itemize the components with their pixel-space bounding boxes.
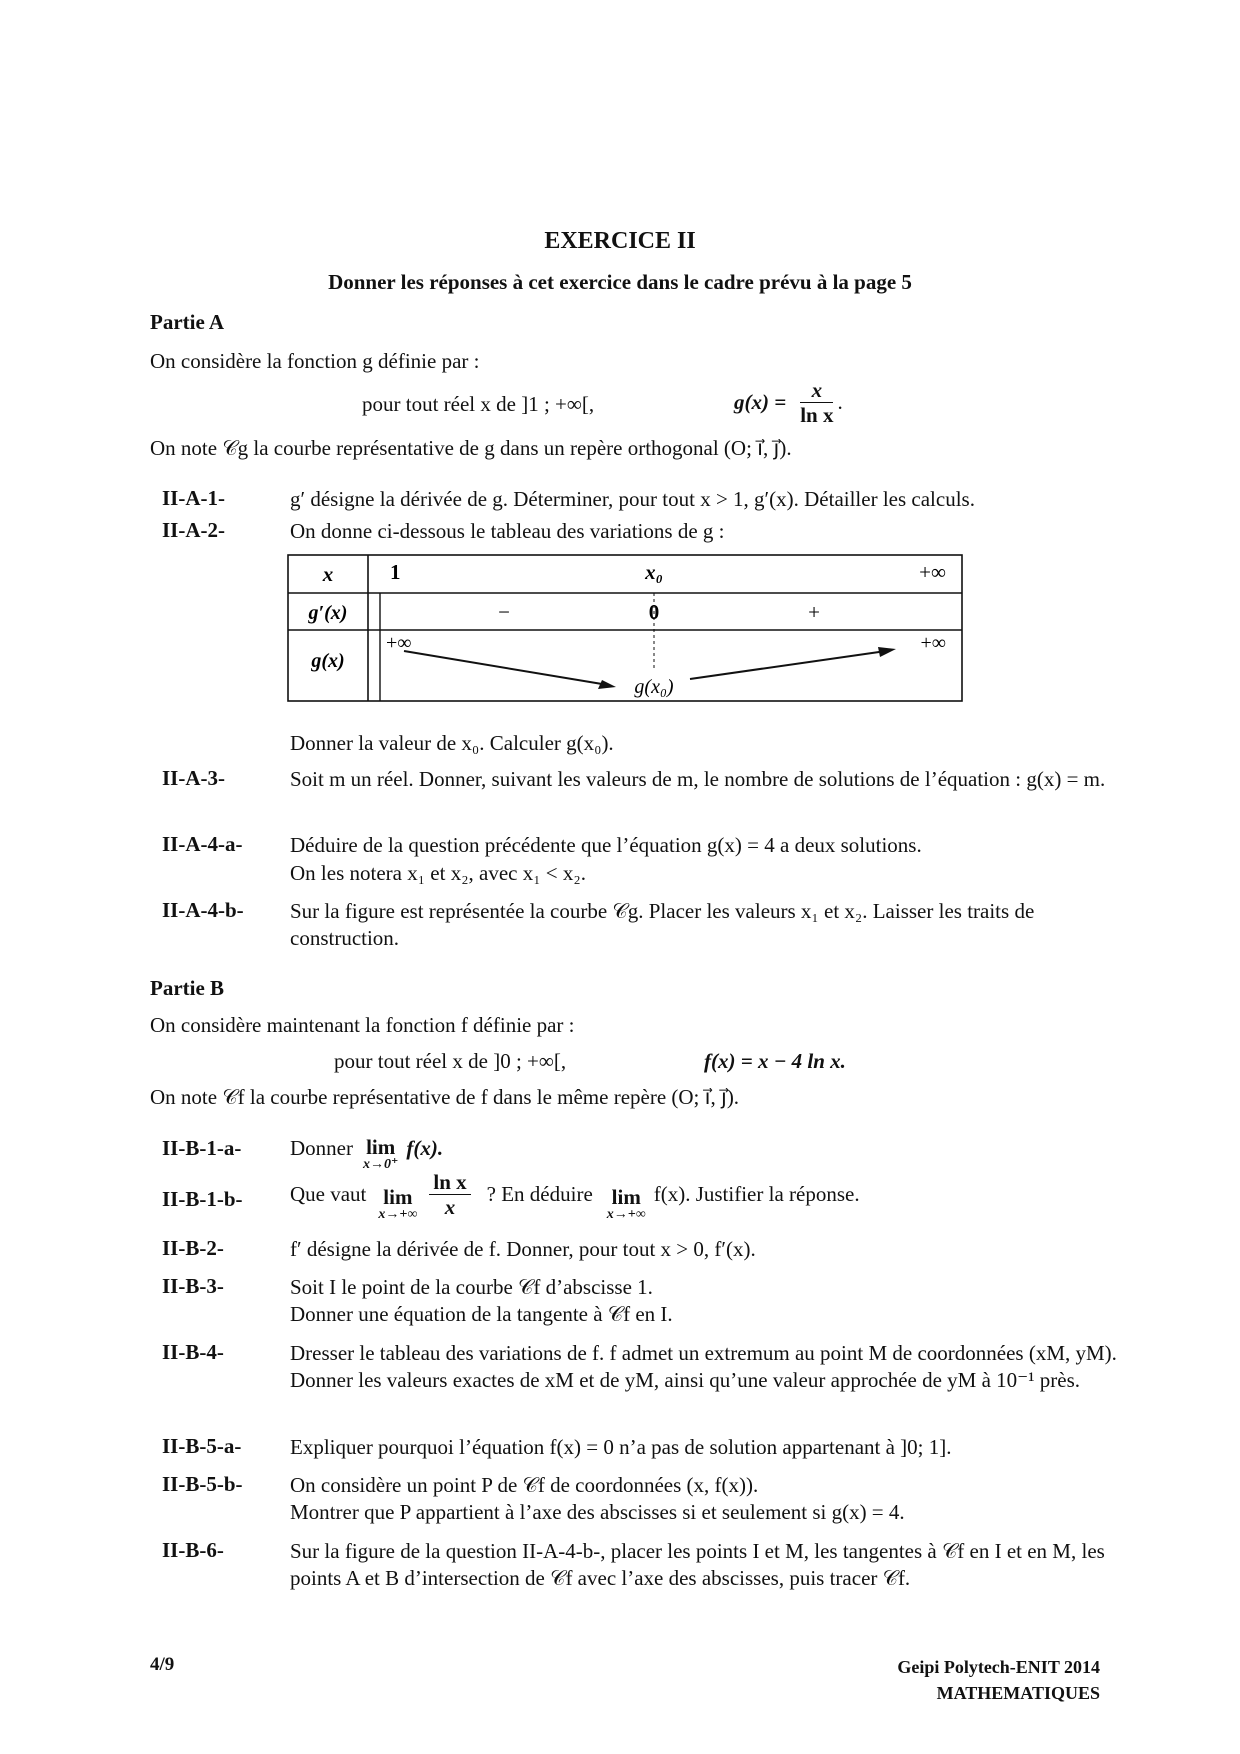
question-text-b4: Dresser le tableau des variations de f. f admet un extremum au point M de coordonnées (xM, yM). Donner les valeurs exactes de xM et de yM, ainsi qu’une valeur approchée de yM à 10⁻¹ près. bbox=[290, 1341, 1117, 1392]
table-row-x: x bbox=[322, 562, 334, 586]
question-text-b1b bbox=[290, 1158, 860, 1230]
question-label-b2: II-B-2- bbox=[162, 1236, 224, 1260]
variation-table-g bbox=[286, 553, 966, 703]
b1b-limit-2 bbox=[607, 1186, 646, 1222]
table-sign-zero: 0 bbox=[648, 600, 660, 624]
question-text-b5a: Expliquer pourquoi l’équation f(x) = 0 n’a pas de solution appartenant à ]0; 1]. bbox=[290, 1435, 952, 1459]
part-a-intro: On considère la fonction g définie par : bbox=[150, 349, 480, 373]
table-row-g: g(x) bbox=[311, 650, 345, 672]
question-label-b5b: II-B-5-b- bbox=[162, 1472, 243, 1496]
question-label-a2: II-A-2- bbox=[162, 518, 225, 542]
b1b-mid: ? En déduire bbox=[486, 1181, 593, 1206]
part-a-def-denominator: ln x bbox=[800, 403, 834, 427]
b1b-pre: Que vaut bbox=[290, 1181, 367, 1206]
part-a-def-domain: pour tout réel x de ]1 ; +∞[, bbox=[362, 392, 595, 416]
table-x-end: +∞ bbox=[919, 560, 946, 584]
question-label-a4a: II-A-4-a- bbox=[162, 832, 243, 856]
question-text-a3: Soit m un réel. Donner, suivant les valeurs de m, le nombre de solutions de l’équation : g(x) = m. bbox=[290, 767, 1106, 791]
question-text-a4b: Sur la figure est représentée la courbe 𝒞g. Placer les valeurs x₁ et x₂. Laisser les traits de construction. bbox=[290, 899, 1035, 950]
question-text-a1: g′ désigne la dérivée de g. Déterminer, pour tout x > 1, g′(x). Détailler les calculs. bbox=[290, 487, 975, 511]
question-text-b6: Sur la figure de la question II-A-4-b-, placer les points I et M, les tangentes à 𝒞f en I et en M, les points A et B d’intersection de 𝒞f avec l’axe des abscisses, puis tracer 𝒞f. bbox=[290, 1539, 1105, 1590]
question-text-a4a: Déduire de la question précédente que l’équation g(x) = 4 a deux solutions. bbox=[290, 833, 922, 857]
table-g-mid: g(x₀) bbox=[634, 676, 674, 698]
table-sign-left: − bbox=[498, 600, 510, 624]
exercise-title: EXERCICE II bbox=[544, 228, 696, 254]
footer-subject: MATHEMATIQUES bbox=[936, 1683, 1100, 1703]
part-b-heading: Partie B bbox=[150, 976, 225, 1000]
question-text-b3: Soit I le point de la courbe 𝒞f d’abscisse 1. bbox=[290, 1275, 653, 1299]
arrow-decreasing-head bbox=[598, 680, 616, 689]
question-text-b3-line2: Donner une équation de la tangente à 𝒞f en I. bbox=[290, 1302, 673, 1326]
b1b-lim-word: lim bbox=[383, 1185, 413, 1209]
arrow-increasing-head bbox=[878, 647, 896, 657]
b1b-limit bbox=[378, 1186, 417, 1222]
b1a-pre: Donner bbox=[290, 1136, 353, 1160]
exercise-subtitle: Donner les réponses à cet exercice dans le cadre prévu à la page 5 bbox=[328, 270, 912, 294]
question-label-b3: II-B-3- bbox=[162, 1274, 224, 1298]
table-row-deriv: g′(x) bbox=[308, 602, 348, 624]
footer-exam: Geipi Polytech-ENIT 2014 bbox=[897, 1657, 1100, 1677]
question-label-b4: II-B-4- bbox=[162, 1340, 224, 1364]
part-a-def-formula: g(x) = $\frac{x}{\text{ln x}}$ . bbox=[734, 378, 843, 427]
question-label-b1b: II-B-1-b- bbox=[162, 1187, 243, 1211]
table-x-start: 1 bbox=[390, 560, 401, 584]
question-label-a1: II-A-1- bbox=[162, 486, 225, 510]
question-label-a3: II-A-3- bbox=[162, 766, 225, 790]
question-label-b5a: II-B-5-a- bbox=[162, 1434, 242, 1458]
b1b-fraction bbox=[429, 1170, 470, 1219]
question-text-b5b-line2: Montrer que P appartient à l’axe des abscisses si et seulement si g(x) = 4. bbox=[290, 1500, 905, 1524]
part-a-heading: Partie A bbox=[150, 310, 225, 334]
b1b-lim-sub-2: x→+∞ bbox=[606, 1207, 646, 1222]
b1b-lim-sub: x→+∞ bbox=[378, 1207, 418, 1222]
table-sign-right: + bbox=[808, 600, 820, 624]
page-number: 4/9 bbox=[150, 1654, 175, 1675]
part-b-def-formula: f(x) = x − 4 ln x. bbox=[704, 1049, 846, 1073]
question-text-b2: f′ désigne la dérivée de f. Donner, pour tout x > 0, f′(x). bbox=[290, 1237, 756, 1261]
question-text-a2-followup: Donner la valeur de x₀. Calculer g(x₀). bbox=[290, 731, 614, 755]
arrow-increasing bbox=[690, 651, 886, 679]
b1a-post: f(x). bbox=[406, 1136, 444, 1160]
part-b-def-domain: pour tout réel x de ]0 ; +∞[, bbox=[334, 1049, 567, 1073]
table-g-left: +∞ bbox=[386, 632, 412, 654]
b1b-numerator: ln x bbox=[429, 1170, 470, 1195]
b1b-denominator: x bbox=[444, 1194, 456, 1219]
part-a-def-lhs: g(x) = bbox=[734, 390, 787, 414]
question-label-b1a: II-B-1-a- bbox=[162, 1136, 242, 1160]
question-text-a4a-line2: On les notera x₁ et x₂, avec x₁ < x₂. bbox=[290, 861, 586, 885]
question-label-a4b: II-A-4-b- bbox=[162, 898, 244, 922]
part-a-def-numerator: x bbox=[800, 378, 833, 403]
b1b-lim-word-2: lim bbox=[611, 1185, 641, 1209]
b1a-lim-sub: x→0⁺ bbox=[362, 1157, 399, 1172]
part-a-def-fraction bbox=[800, 378, 833, 427]
b1b-post: f(x). Justifier la réponse. bbox=[653, 1181, 860, 1206]
question-label-b6: II-B-6- bbox=[162, 1538, 224, 1562]
question-text-b5b: On considère un point P de 𝒞f de coordonnées (x, f(x)). bbox=[290, 1473, 759, 1497]
footer-source bbox=[897, 1654, 1100, 1706]
question-text-a2: On donne ci-dessous le tableau des variations de g : bbox=[290, 519, 725, 543]
part-a-note: On note 𝒞g la courbe représentative de g dans un repère orthogonal (O; i⃗, j⃗). bbox=[150, 436, 792, 460]
table-x-mid: x₀ bbox=[645, 560, 663, 584]
arrow-decreasing bbox=[404, 651, 608, 685]
part-b-intro: On considère maintenant la fonction f définie par : bbox=[150, 1013, 575, 1037]
table-g-right: +∞ bbox=[920, 632, 946, 654]
b1a-lim-word: lim bbox=[366, 1135, 396, 1159]
part-b-note: On note 𝒞f la courbe représentative de f dans le même repère (O; i⃗, j⃗). bbox=[150, 1085, 740, 1109]
